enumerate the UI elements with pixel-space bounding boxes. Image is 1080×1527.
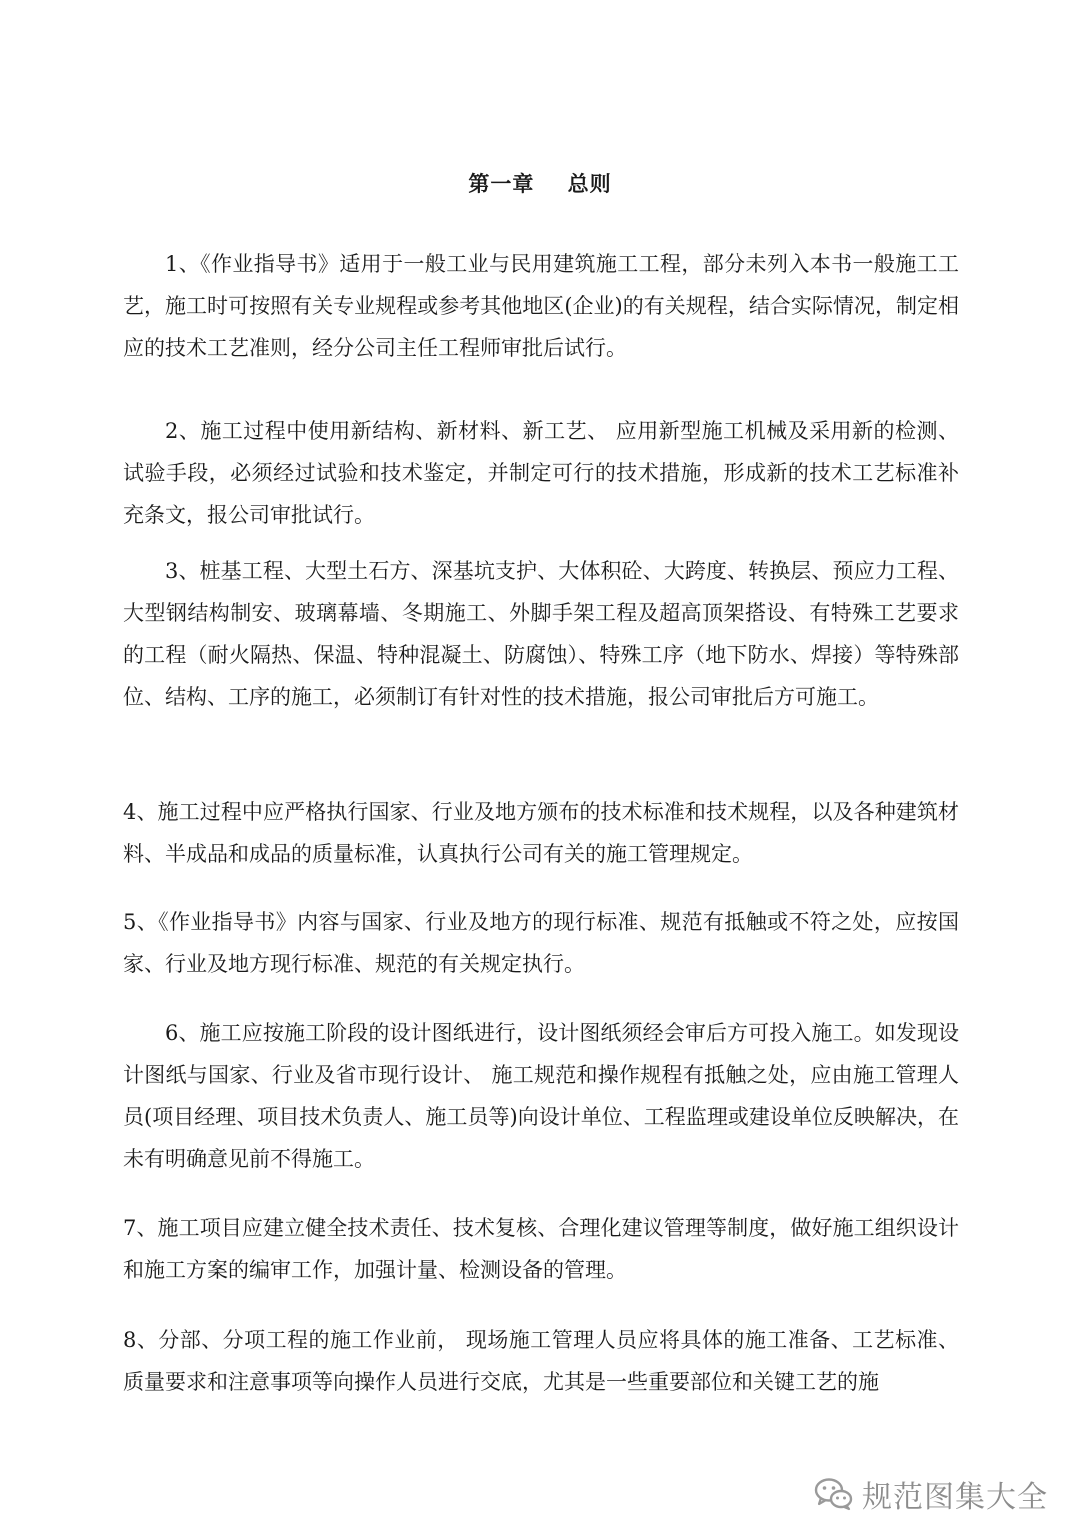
chapter-title: 第一章 总则 (468, 171, 612, 196)
watermark-text: 规范图集大全 (862, 1480, 1048, 1515)
paragraph-2: 2、施工过程中使用新结构、新材料、新工艺、 应用新型施工机械及采用新的检测、试验手段，必须经过试验和技术鉴定，并制定可行的技术措施，形成新的技术工艺标准补充条文，报公司审批试行。 (123, 419, 959, 527)
paragraph-8: 8、分部、分项工程的施工作业前， 现场施工管理人员应将具体的施工准备、工艺标准、质量要求和注意事项等向操作人员进行交底，尤其是一些重要部位和关键工艺的施 (123, 1328, 959, 1394)
watermark (814, 1472, 1048, 1516)
paragraph-4: 4、施工过程中应严格执行国家、行业及地方颁布的技术标准和技术规程，以及各种建筑材料、半成品和成品的质量标准，认真执行公司有关的施工管理规定。 (123, 800, 959, 866)
wechat-icon (814, 1477, 854, 1511)
paragraph-7: 7、施工项目应建立健全技术责任、技术复核、合理化建议管理等制度，做好施工组织设计和施工方案的编审工作，加强计量、检测设备的管理。 (123, 1216, 959, 1282)
paragraph-1: 1、《作业指导书》适用于一般工业与民用建筑施工工程，部分未列入本书一般施工工艺，施工时可按照有关专业规程或参考其他地区(企业)的有关规程，结合实际情况，制定相应的技术工艺准则，经分公司主任工程师审批后试行。 (123, 252, 959, 360)
paragraph-3: 3、桩基工程、大型土石方、深基坑支护、大体积砼、大跨度、转换层、预应力工程、大型钢结构制安、玻璃幕墙、冬期施工、外脚手架工程及超高顶架搭设、有特殊工艺要求的工程（耐火隔热、保温、特种混凝土、防腐蚀）、特殊工序（地下防水、焊接）等特殊部位、结构、工序的施工，必须制订有针对性的技术措施，报公司审批后方可施工。 (123, 559, 959, 709)
paragraph-6: 6、施工应按施工阶段的设计图纸进行，设计图纸须经会审后方可投入施工。如发现设计图纸与国家、行业及省市现行设计、 施工规范和操作规程有抵触之处，应由施工管理人员(项目经理、项目技术负责人、施工员等)向设计单位、工程监理或建设单位反映解决，在未有明确意见前不得施工。 (123, 1021, 959, 1171)
paragraph-5: 5、《作业指导书》内容与国家、行业及地方的现行标准、规范有抵触或不符之处，应按国家、行业及地方现行标准、规范的有关规定执行。 (123, 910, 959, 976)
